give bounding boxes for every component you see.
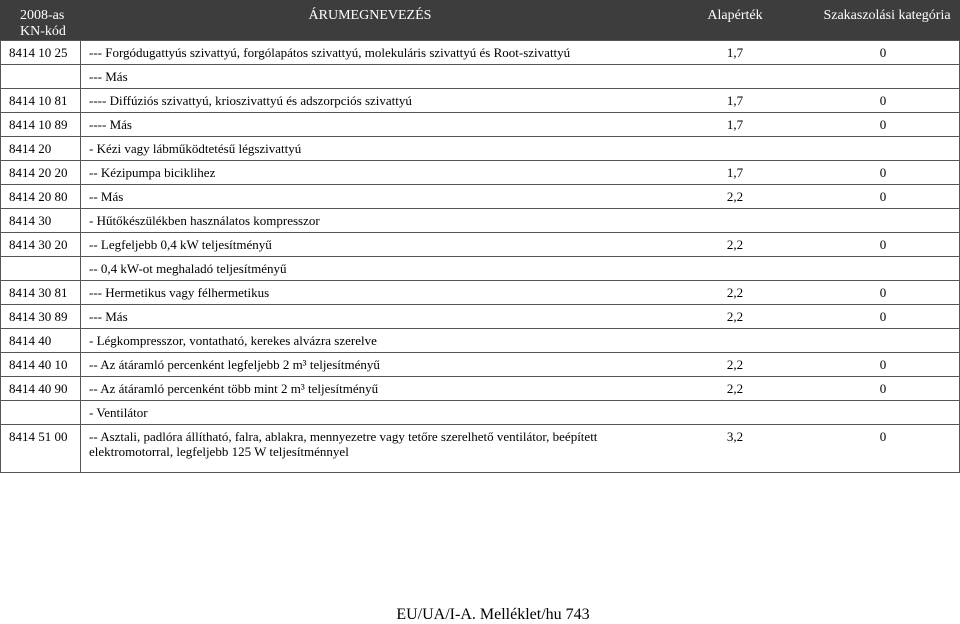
- row-divider: [0, 400, 960, 401]
- base-rate-cell: 2,2: [726, 237, 744, 252]
- cn-code-cell: 8414 40 90: [9, 381, 68, 396]
- base-rate-cell: 1,7: [726, 45, 744, 60]
- cn-code-cell: 8414 20 80: [9, 189, 68, 204]
- cn-code-cell: 8414 40: [9, 333, 52, 348]
- staging-category-cell: 0: [879, 93, 887, 108]
- header-code-line1: 2008-as: [20, 8, 65, 23]
- description-cell: ---- Más: [89, 117, 132, 132]
- row-divider: [0, 136, 960, 137]
- description-cell: ---- Diffúziós szivattyú, krioszivattyú és adszorpciós szivattyú: [89, 93, 412, 108]
- row-divider: [0, 184, 960, 185]
- staging-category-cell: 0: [879, 285, 887, 300]
- page-footer: [0, 606, 960, 624]
- base-rate-cell: 3,2: [726, 429, 744, 444]
- row-divider: [0, 40, 960, 41]
- description-cell: -- Az átáramló percenként legfeljebb 2 m³ teljesítményű: [89, 357, 380, 372]
- base-rate-cell: 2,2: [726, 189, 744, 204]
- description-cell: --- Forgódugattyús szivattyú, forgólapátos szivattyú, molekuláris szivattyú és Root-szivattyú: [89, 45, 571, 60]
- description-cell: --- Más: [89, 69, 128, 84]
- staging-category-cell: 0: [879, 381, 887, 396]
- cn-code-cell: 8414 30 81: [9, 285, 68, 300]
- row-divider: [0, 304, 960, 305]
- row-divider: [0, 256, 960, 257]
- description-cell: - Hűtőkészülékben használatos kompresszor: [89, 213, 320, 228]
- description-cell: -- 0,4 kW-ot meghaladó teljesítményű: [89, 261, 287, 276]
- cn-code-cell: 8414 30 89: [9, 309, 68, 324]
- cn-code-cell: 8414 10 81: [9, 93, 68, 108]
- row-divider: [0, 424, 960, 425]
- row-divider: [0, 208, 960, 209]
- cn-code-cell: 8414 40 10: [9, 357, 68, 372]
- header-category: Szakaszolási kategória: [823, 8, 951, 23]
- staging-category-cell: 0: [879, 429, 887, 444]
- row-divider: [0, 64, 960, 65]
- description-cell: -- Kézipumpa biciklihez: [89, 165, 216, 180]
- base-rate-cell: 2,2: [726, 285, 744, 300]
- staging-category-cell: 0: [879, 357, 887, 372]
- column-divider: [0, 40, 1, 473]
- description-cell: -- Asztali, padlóra állítható, falra, ablakra, mennyezetre vagy tetőre szerelhető ventilátor, beépített elektromotorral, legfeljebb 125 W teljesítménnyel: [89, 429, 598, 459]
- description-cell: -- Legfeljebb 0,4 kW teljesítményű: [89, 237, 272, 252]
- footer-text: EU/UA/I-A. Melléklet/hu 743: [396, 606, 590, 623]
- base-rate-cell: 1,7: [726, 117, 744, 132]
- base-rate-cell: 2,2: [726, 381, 744, 396]
- staging-category-cell: 0: [879, 45, 887, 60]
- description-cell: -- Más: [89, 189, 124, 204]
- description-cell: --- Más: [89, 309, 128, 324]
- row-divider: [0, 160, 960, 161]
- header-name: ÁRUMEGNEVEZÉS: [308, 8, 432, 23]
- cn-code-cell: 8414 51 00: [9, 429, 68, 444]
- description-cell: --- Hermetikus vagy félhermetikus: [89, 285, 270, 300]
- staging-category-cell: 0: [879, 309, 887, 324]
- row-divider: [0, 88, 960, 89]
- row-divider: [0, 352, 960, 353]
- row-divider: [0, 376, 960, 377]
- cn-code-cell: 8414 10 89: [9, 117, 68, 132]
- cn-code-cell: 8414 20: [9, 141, 52, 156]
- row-divider: [0, 112, 960, 113]
- header-code-line2: KN-kód: [20, 24, 66, 39]
- row-divider: [0, 232, 960, 233]
- cn-code-cell: 8414 30 20: [9, 237, 68, 252]
- table-header: [0, 0, 960, 40]
- base-rate-cell: 1,7: [726, 165, 744, 180]
- description-cell: - Kézi vagy lábműködtetésű légszivattyú: [89, 141, 302, 156]
- cn-code-cell: 8414 10 25: [9, 45, 68, 60]
- cn-code-cell: 8414 30: [9, 213, 52, 228]
- staging-category-cell: 0: [879, 237, 887, 252]
- cn-code-cell: 8414 20 20: [9, 165, 68, 180]
- staging-category-cell: 0: [879, 189, 887, 204]
- base-rate-cell: 1,7: [726, 93, 744, 108]
- description-cell: - Légkompresszor, vontatható, kerekes alvázra szerelve: [89, 333, 377, 348]
- row-divider: [0, 280, 960, 281]
- row-divider: [0, 328, 960, 329]
- staging-category-cell: 0: [879, 117, 887, 132]
- row-divider: [0, 472, 960, 473]
- description-cell: -- Az átáramló percenként több mint 2 m³ teljesítményű: [89, 381, 379, 396]
- base-rate-cell: 2,2: [726, 309, 744, 324]
- description-cell: - Ventilátor: [89, 405, 148, 420]
- base-rate-cell: 2,2: [726, 357, 744, 372]
- header-code: [20, 8, 80, 40]
- header-rate: Alapérték: [707, 8, 763, 23]
- staging-category-cell: 0: [879, 165, 887, 180]
